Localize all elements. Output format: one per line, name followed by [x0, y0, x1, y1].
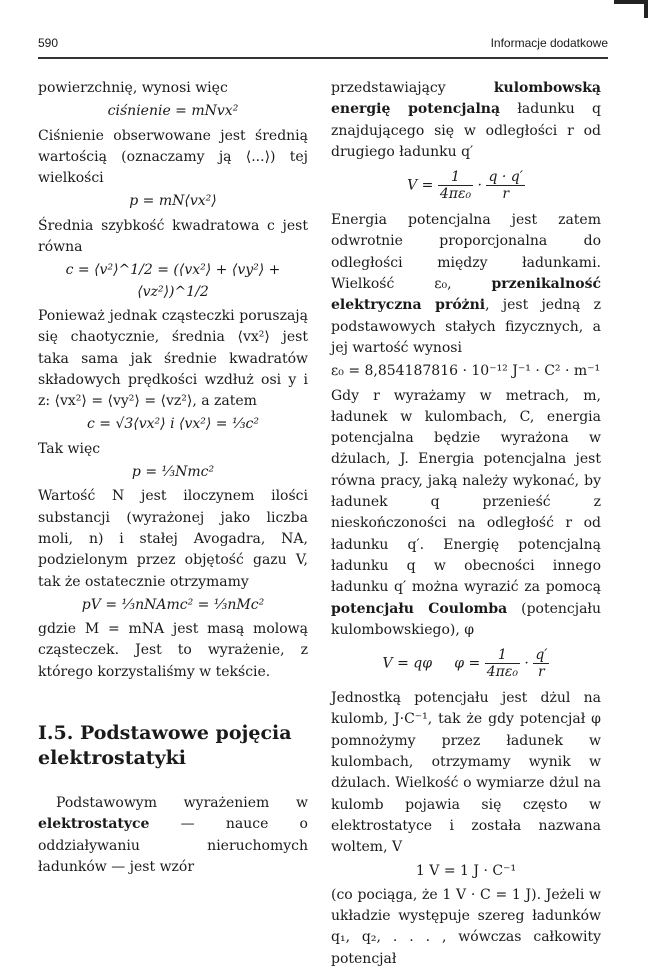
page-header — [38, 36, 608, 54]
fraction — [485, 647, 520, 680]
denominator: r — [502, 186, 510, 203]
equation: p = ⅓Nmc² — [131, 464, 215, 481]
page-number: 590 — [38, 36, 59, 50]
fraction — [486, 169, 524, 202]
numerator: 1 — [438, 169, 473, 186]
equation: ε₀ = 8,854187816 · 10⁻¹² J⁻¹ · C² · m⁻¹ — [331, 363, 601, 380]
text: — nauce o oddziaływaniu nieruchomych ładunków — jest wzór — [38, 816, 308, 875]
paragraph — [38, 793, 308, 878]
text: przedstawiający — [331, 80, 494, 96]
text: (potencjału kulombowskiego), φ — [331, 600, 601, 638]
paragraph: Ponieważ jednak cząsteczki poruszają się chaotycznie, średnia ⟨vx²⟩ jest taka sama jak średnie kwadratów składowych prędkości wzdłuż osi y i z: ⟨vx²⟩ = ⟨vy²⟩ = ⟨vz²⟩, a zatem — [38, 307, 308, 410]
right-column — [331, 78, 601, 970]
paragraph: gdzie M = mNA jest masą molową cząsteczek. Jest to wyrażenie, z którego korzystaliśmy w tekście. — [38, 621, 308, 680]
eq-part: · — [477, 177, 482, 194]
eq-part: V = qφ — [382, 655, 433, 672]
paragraph: powierzchnię, wynosi więc — [38, 80, 228, 96]
equation — [331, 647, 601, 680]
key-term: przenikalność elektryczna próżni — [331, 276, 601, 314]
paragraph: Jednostką potencjału jest dżul na kulomb, J·C⁻¹, tak że gdy potencjał φ pomnożymy przez ładunek w kulombach, otrzymamy wynik w dżulach. Wielkość o wymiarze dżul na kulomb pojawia się często w elektrostatyce i została nazwana woltem, V — [331, 690, 601, 856]
paragraph — [331, 386, 601, 642]
key-term: kulombowską energię potencjalną — [331, 80, 601, 118]
key-term: potencjału Coulomba — [331, 600, 508, 617]
paragraph: Średnia szybkość kwadratowa c jest równa — [38, 217, 308, 256]
key-term: elektrostatyce — [38, 816, 150, 833]
page-corner-mark — [614, 0, 648, 18]
paragraph — [331, 210, 601, 359]
text: Energia potencjalna jest zatem odwrotnie proporcjonalna do odległości między ładunkami. Wielkość ε₀, — [331, 212, 601, 293]
section-heading: I.5. Podstawowe pojęcia elektrostatyki — [38, 722, 292, 770]
eq-part: φ = — [454, 655, 481, 672]
paragraph: (co pociąga, że 1 V · C = 1 J). Jeżeli w układzie występuje szereg ładunków q₁, q₂, . . . , wówczas całkowity potencjał — [331, 886, 601, 967]
paragraph: Wartość N jest iloczynem ilości substancji (wyrażonej jako liczba moli, n) i stałej Avogadra, NA, podzielonym przez objętość gazu V, tak że ostatecznie otrzymamy — [38, 488, 308, 590]
paragraph — [331, 78, 601, 163]
text: Podstawowym wyrażeniem w — [56, 795, 308, 812]
equation: c = ⟨v²⟩^1/2 = (⟨vx²⟩ + ⟨vy²⟩ + ⟨vz²⟩)^1/2 — [65, 262, 281, 300]
equation — [331, 169, 601, 202]
numerator: 1 — [485, 647, 520, 664]
equation: 1 V = 1 J · C⁻¹ — [415, 862, 517, 879]
eq-part: V = — [407, 177, 434, 194]
text: ładunku q znajdującego się w odległości r od drugiego ładunku q′ — [331, 101, 601, 160]
eq-part: · — [524, 655, 529, 672]
left-column — [38, 78, 308, 878]
equation: c = √3⟨vx²⟩ i ⟨vx²⟩ = ⅓c² — [86, 416, 259, 433]
denominator: 4πε₀ — [486, 664, 518, 681]
paragraph: Ciśnienie obserwowane jest średnią wartością (oznaczamy ją ⟨...⟩) tej wielkości — [38, 127, 308, 187]
paragraph: Tak więc — [38, 440, 101, 457]
numerator: q′ — [535, 647, 548, 664]
fraction — [533, 647, 549, 680]
numerator: q · q′ — [488, 169, 523, 186]
equation: p = mN⟨vx²⟩ — [129, 193, 217, 210]
denominator: 4πε₀ — [439, 186, 472, 203]
fraction — [438, 169, 473, 202]
equation: ciśnienie = mNvx² — [107, 103, 239, 120]
text: , jest jedną z podstawowych stałych fizycznych, a jej wartość wynosi — [331, 297, 601, 356]
running-title: Informacje dodatkowe — [490, 36, 608, 50]
header-rule — [38, 57, 608, 59]
text: Gdy r wyrażamy w metrach, m, ładunek w kulombach, C, energia potencjalna będzie wyrażona w dżulach, J. Energia potencjalna jest równa pracy, jaką należy wykonać, by ładunek q przenieść z nieskończoności na odległość r od ładunku q′. Energię potencjalną ładunku q w obecności innego ładunku q′ można wyrazić za pomocą — [331, 387, 601, 596]
denominator: r — [538, 664, 545, 681]
equation: pV = ⅓nNAmc² = ⅓nMc² — [81, 596, 265, 613]
